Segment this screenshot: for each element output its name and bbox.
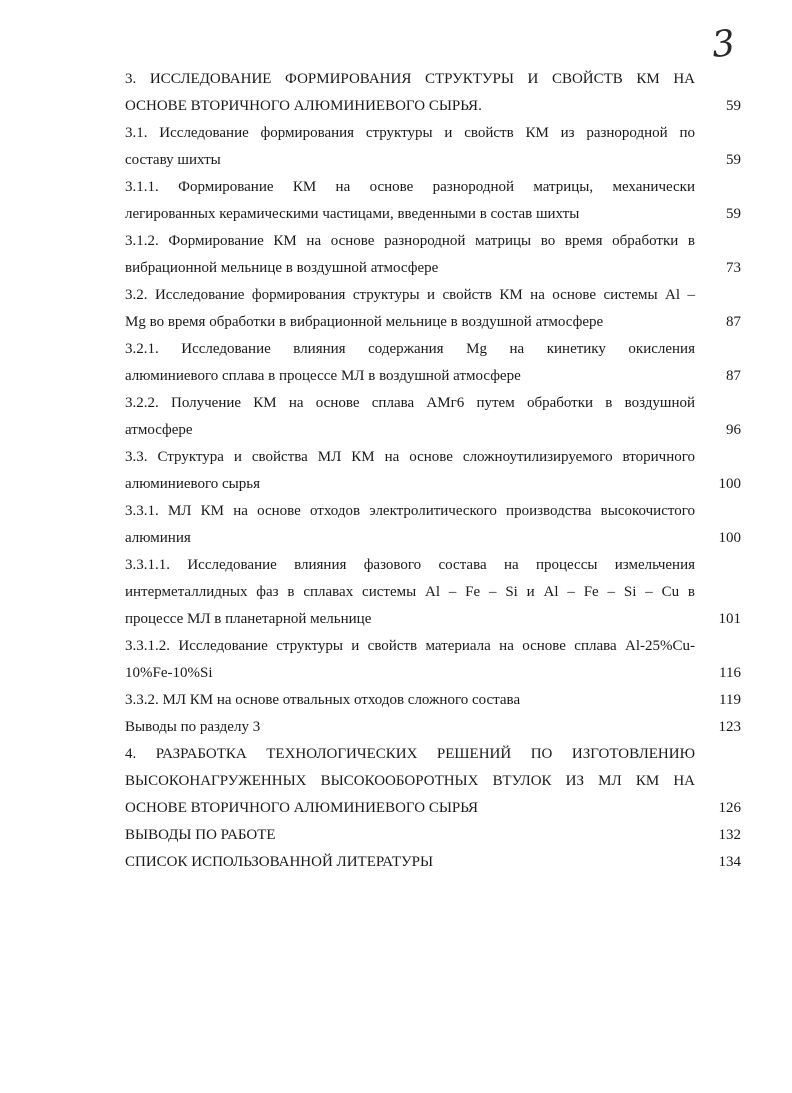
toc-entry-line: Mg во время обработки в вибрационной мельнице в воздушной атмосфере — [125, 314, 604, 330]
toc-page-number: 126 — [718, 800, 741, 816]
toc-page-number: 73 — [726, 260, 741, 276]
toc-entry-line: 3.3. Структура и свойства МЛ КМ на основе сложноутилизируемого вторичного — [125, 449, 695, 465]
toc-entry-3-3-2 — [125, 687, 741, 714]
toc-entry-line: легированных керамическими частицами, введенными в состав шихты — [125, 206, 580, 222]
toc-entry-line: 3.3.2. МЛ КМ на основе отвальных отходов сложного состава — [125, 692, 521, 708]
toc-entry-line: 3. ИССЛЕДОВАНИЕ ФОРМИРОВАНИЯ СТРУКТУРЫ И СВОЙСТВ КМ НА — [125, 71, 695, 87]
toc-entry-line: 3.1.2. Формирование КМ на основе разнородной матрицы во время обработки в — [125, 233, 695, 249]
toc-entry-3-1 — [125, 120, 741, 174]
toc-page-number: 59 — [726, 98, 741, 114]
toc-page-number: 119 — [719, 692, 741, 708]
toc-entry-4 — [125, 741, 741, 822]
toc-entry-line: ОСНОВЕ ВТОРИЧНОГО АЛЮМИНИЕВОГО СЫРЬЯ — [125, 800, 479, 816]
toc-entry-3-3-1-1 — [125, 552, 741, 633]
toc-entry-references — [125, 849, 741, 876]
toc-entry-line: интерметаллидных фаз в сплавах системы Al – Fe – Si и Al – Fe – Si – Cu в — [125, 584, 695, 600]
toc-entry-3-2 — [125, 282, 741, 336]
toc-entry-conclusions-3 — [125, 714, 741, 741]
toc-page-number: 100 — [718, 476, 741, 492]
toc-entry-3 — [125, 66, 741, 120]
toc-entry-line: алюминиевого сырья — [125, 476, 260, 492]
toc-entry-line: 3.2.1. Исследование влияния содержания Mg на кинетику окисления — [125, 341, 695, 357]
toc-entry-line: ОСНОВЕ ВТОРИЧНОГО АЛЮМИНИЕВОГО СЫРЬЯ. — [125, 98, 482, 114]
table-of-contents — [125, 66, 741, 876]
toc-entry-3-3-1 — [125, 498, 741, 552]
toc-page-number: 100 — [718, 530, 741, 546]
toc-entry-3-1-1 — [125, 174, 741, 228]
toc-entry-line: ВЫВОДЫ ПО РАБОТЕ — [125, 827, 276, 843]
toc-entry-3-3-1-2 — [125, 633, 741, 687]
toc-entry-line: атмосфере — [125, 422, 193, 438]
toc-entry-3-2-1 — [125, 336, 741, 390]
toc-entry-line: Выводы по разделу 3 — [125, 719, 261, 735]
toc-entry-line: вибрационной мельнице в воздушной атмосфере — [125, 260, 439, 276]
toc-page-number: 132 — [718, 827, 741, 843]
toc-page-number: 59 — [726, 206, 741, 222]
toc-page-number: 59 — [726, 152, 741, 168]
toc-entry-line: процессе МЛ в планетарной мельнице — [125, 611, 372, 627]
toc-entry-3-3 — [125, 444, 741, 498]
toc-entry-3-2-2 — [125, 390, 741, 444]
toc-entry-line: СПИСОК ИСПОЛЬЗОВАННОЙ ЛИТЕРАТУРЫ — [125, 854, 434, 870]
toc-entry-line: составу шихты — [125, 152, 221, 168]
toc-page-number: 96 — [726, 422, 741, 438]
toc-entry-work-conclusions — [125, 822, 741, 849]
handwritten-page-number: 3 — [709, 22, 737, 67]
toc-entry-line: алюминиевого сплава в процессе МЛ в воздушной атмосфере — [125, 368, 521, 384]
toc-entry-line: 10%Fe-10%Si — [125, 665, 213, 681]
toc-page-number: 87 — [726, 368, 741, 384]
toc-page-number: 123 — [718, 719, 741, 735]
toc-entry-line: 3.3.1. МЛ КМ на основе отходов электролитического производства высокочистого — [125, 503, 695, 519]
toc-entry-line: 3.3.1.1. Исследование влияния фазового состава на процессы измельчения — [125, 557, 695, 573]
toc-entry-line: 3.3.1.2. Исследование структуры и свойств материала на основе сплава Al-25%Cu- — [125, 638, 695, 654]
toc-page-number: 87 — [726, 314, 741, 330]
toc-page-number: 116 — [719, 665, 741, 681]
toc-entry-line: 3.1. Исследование формирования структуры и свойств КМ из разнородной по — [125, 125, 695, 141]
toc-entry-line: алюминия — [125, 530, 191, 546]
toc-page-number: 101 — [718, 611, 741, 627]
toc-entry-3-1-2 — [125, 228, 741, 282]
toc-entry-line: 4. РАЗРАБОТКА ТЕХНОЛОГИЧЕСКИХ РЕШЕНИЙ ПО ИЗГОТОВЛЕНИЮ — [125, 746, 695, 762]
toc-entry-line: 3.2.2. Получение КМ на основе сплава АМг6 путем обработки в воздушной — [125, 395, 695, 411]
toc-entry-line: 3.2. Исследование формирования структуры и свойств КМ на основе системы Al – — [125, 287, 695, 303]
toc-entry-line: 3.1.1. Формирование КМ на основе разнородной матрицы, механически — [125, 179, 695, 195]
toc-page-number: 134 — [718, 854, 741, 870]
toc-entry-line: ВЫСОКОНАГРУЖЕННЫХ ВЫСОКООБОРОТНЫХ ВТУЛОК ИЗ МЛ КМ НА — [125, 773, 695, 789]
